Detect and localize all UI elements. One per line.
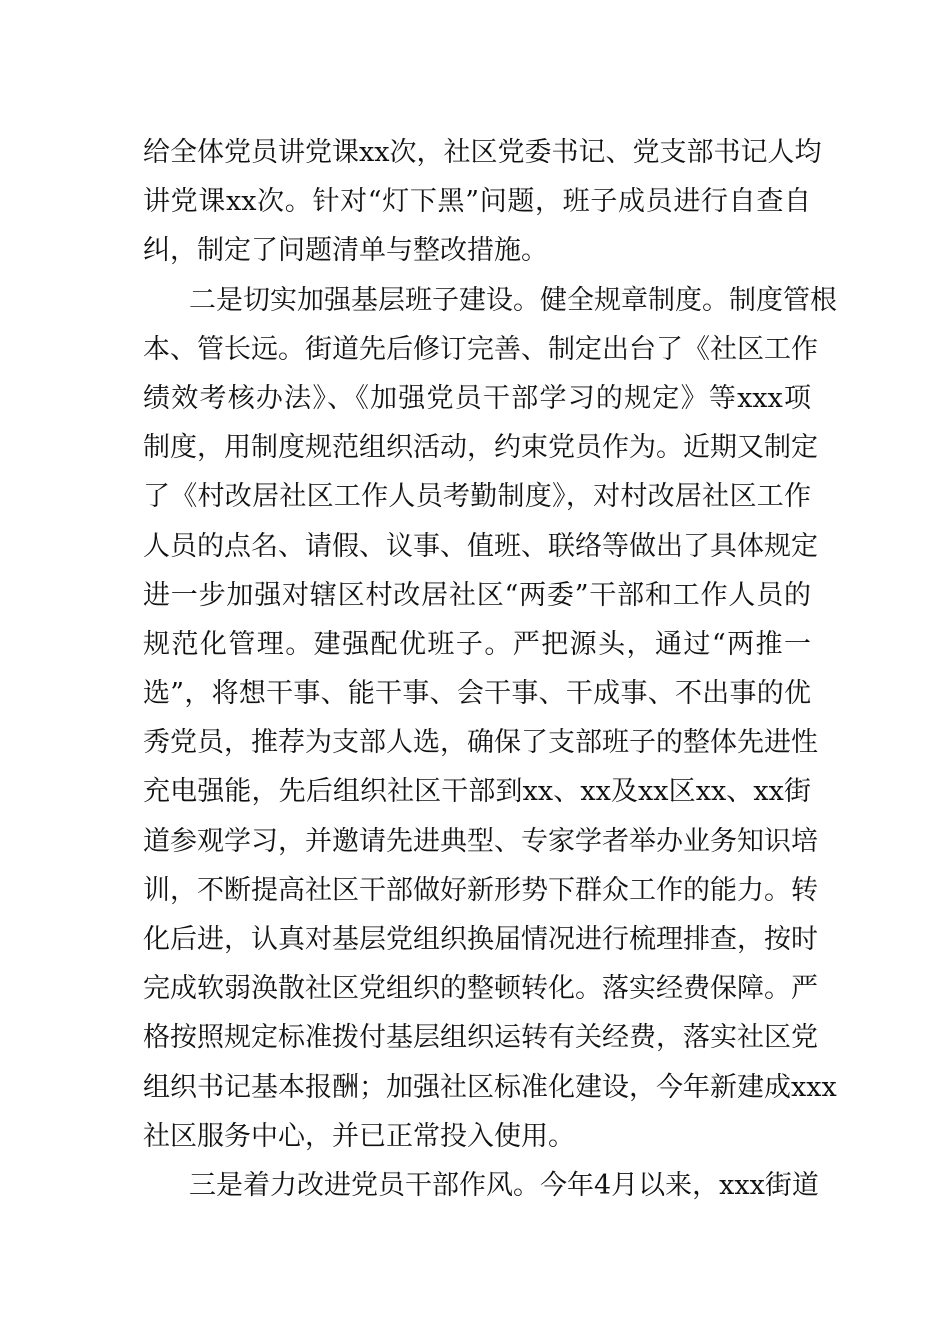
text-line: 充电强能，先后组织社区干部到xx、xx及xx区xx、xx街 xyxy=(143,776,811,808)
text-line: 完成软弱涣散社区党组织的整顿转化。落实经费保障。严 xyxy=(143,973,818,1005)
text-line: 了《村改居社区工作人员考勤制度》，对村改居社区工作 xyxy=(143,481,811,513)
text-line: 人员的点名、请假、议事、值班、联络等做出了具体规定 xyxy=(143,530,818,562)
text-line: 制度，用制度规范组织活动，约束党员作为。近期又制定 xyxy=(143,432,818,464)
text-line: 训，不断提高社区干部做好新形势下群众工作的能力。转 xyxy=(143,874,818,906)
text-line: 规范化管理。建强配优班子。严把源头，通过“两推一 xyxy=(143,628,811,660)
text-line: 纠，制定了问题清单与整改措施。 xyxy=(143,235,548,267)
paragraph-start-line: 三是着力改进党员干部作风。今年4月以来，xxx街道 xyxy=(189,1169,819,1201)
text-line: 格按照规定标准拨付基层组织运转有关经费，落实社区党 xyxy=(143,1022,818,1054)
text-line: 化后进，认真对基层党组织换届情况进行梳理排查，按时 xyxy=(143,924,818,955)
text-line: 组织书记基本报酬；加强社区标准化建设，今年新建成xxx xyxy=(143,1071,837,1103)
text-line: 绩效考核办法》、《加强党员干部学习的规定》等xxx项 xyxy=(143,382,811,414)
text-line: 选”，将想干事、能干事、会干事、干成事、不出事的优 xyxy=(143,678,811,710)
text-line: 讲党课xx次。针对“灯下黑”问题，班子成员进行自查自 xyxy=(143,186,811,218)
text-line: 秀党员，推荐为支部人选，确保了支部班子的整体先进性 xyxy=(143,727,818,759)
text-line: 社区服务中心，并已正常投入使用。 xyxy=(143,1120,575,1152)
paragraph-start-line: 二是切实加强基层班子建设。健全规章制度。制度管根 xyxy=(189,284,837,316)
text-line: 本、管长远。街道先后修订完善、制定出台了《社区工作 xyxy=(143,333,818,365)
text-line: 道参观学习，并邀请先进典型、专家学者举办业务知识培 xyxy=(143,825,818,857)
text-line: 给全体党员讲党课xx次，社区党委书记、党支部书记人均 xyxy=(143,137,822,168)
text-line: 进一步加强对辖区村改居社区“两委”干部和工作人员的 xyxy=(143,579,811,611)
body-text xyxy=(143,128,837,1210)
